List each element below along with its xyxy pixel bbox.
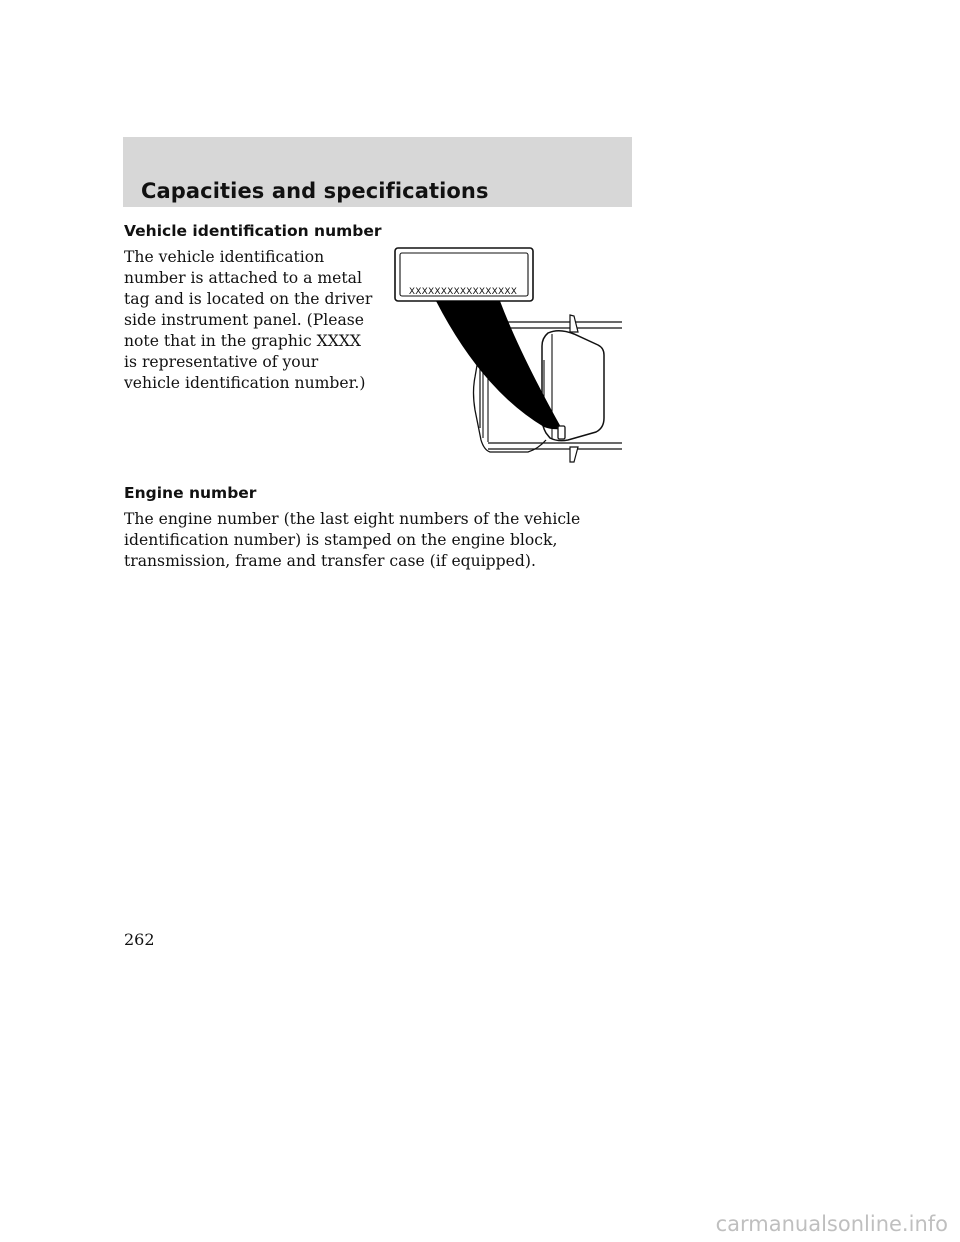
vin-paragraph: The vehicle identification number is attached to a metal tag and is located on the driver side instrument panel. (Please note that in the graphic XXXX is representative of your vehicle identification number.) (124, 248, 373, 392)
vin-heading: Vehicle identification number (124, 222, 382, 240)
engine-number-heading: Engine number (124, 484, 257, 502)
page-title: Capacities and specifications (141, 179, 489, 203)
vin-tag-text: XXXXXXXXXXXXXXXXX (408, 287, 518, 297)
engine-number-paragraph: The engine number (the last eight numbers of the vehicle identification number) is stamped on the engine block, transmission, frame and transfer case (if equipped). (124, 510, 581, 570)
vin-plate-marker (558, 426, 565, 439)
section-header (123, 137, 632, 207)
page-number: 262 (124, 930, 155, 949)
watermark: carmanualsonline.info (715, 1212, 948, 1236)
vin-location-illustration (388, 242, 628, 467)
